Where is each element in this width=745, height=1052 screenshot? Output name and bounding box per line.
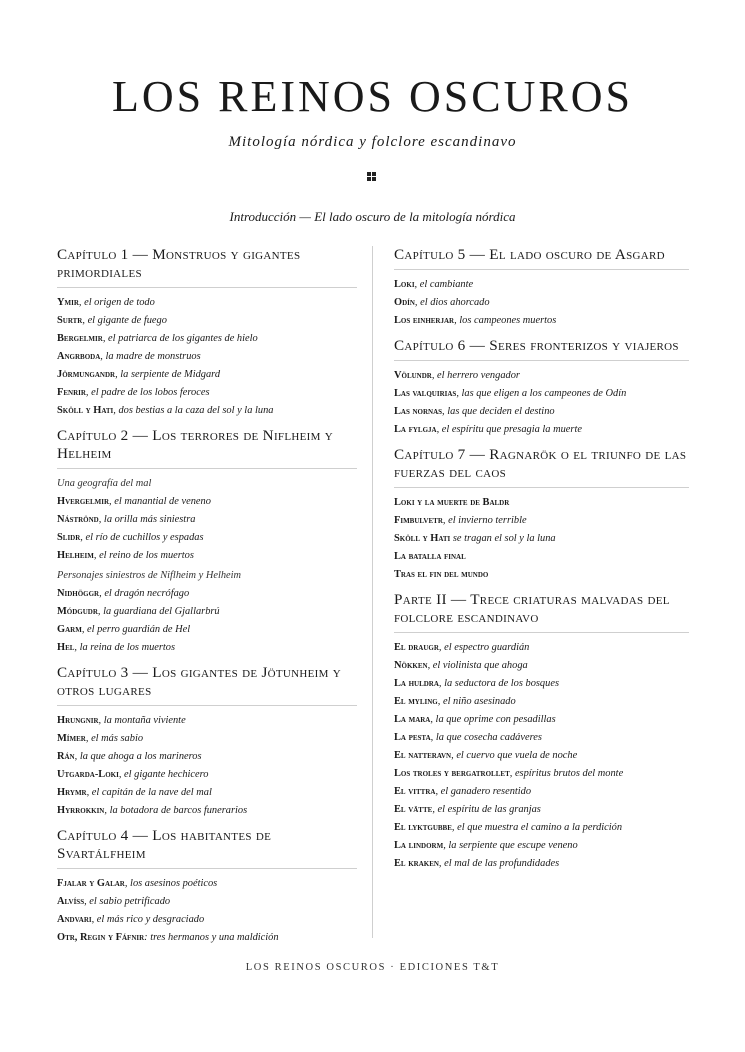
toc-entry [57,585,357,603]
toc-entry [57,893,357,911]
entry-name: Nökken [394,660,428,671]
chapter-title: Capítulo 4 — Los habitantes de Svartálfheim [57,827,357,869]
toc-entry [57,766,357,784]
toc-entry [57,511,357,529]
chapter-title: Capítulo 7 — Ragnarök o el triunfo de las fuerzas del caos [394,446,689,488]
entry-description: , la que ahoga a los marineros [74,751,202,762]
toc-entry [394,711,689,729]
toc-entry [394,801,689,819]
toc-entry [394,312,689,330]
toc-entry [394,747,689,765]
entry-name: Los troles y bergatrollet [394,768,510,779]
entry-name: Loki [394,279,415,290]
entry-description: , los campeones muertos [454,315,557,326]
toc-entry [394,765,689,783]
entry-name: Surtr [57,315,83,326]
entry-description: , el espíritu que presagia la muerte [436,424,582,435]
entry-description: , el cuervo que vuela de noche [451,750,578,761]
entry-name: Ymir [57,297,79,308]
chapter-title: Parte II — Trece criaturas malvadas del folclore escandinavo [394,591,689,633]
chapter-title: Capítulo 3 — Los gigantes de Jötunheim y otros lugares [57,664,357,706]
toc-right-column [394,246,689,873]
entry-description: se tragan el sol y la luna [450,533,556,544]
toc-entry [394,639,689,657]
toc-entry [394,294,689,312]
entry-description: , el más rico y desgraciado [91,914,205,925]
toc-entry [394,421,689,439]
toc-entry [57,621,357,639]
entry-name: Sköll y Hati [57,405,114,416]
entry-name: Las nornas [394,406,443,417]
page-footer: LOS REINOS OSCUROS · EDICIONES T&T [245,962,500,973]
entry-name: Rán [57,751,75,762]
entry-name: Völundr [394,370,432,381]
entry-name: El kraken [394,858,439,869]
entry-description: , la seductora de los bosques [438,678,559,689]
entry-description: , el mal de las profundidades [438,858,560,869]
entry-name: Módgudr [57,606,98,617]
entry-description: , el capitán de la nave del mal [86,787,212,798]
entry-name: El vittra [394,786,436,797]
entry-description: , la reina de los muertos [74,642,176,653]
entry-description: , la orilla más siniestra [98,514,196,525]
entry-name: Bergelmir [57,333,103,344]
entry-description: , el niño asesinado [437,696,516,707]
entry-description: , el invierno terrible [442,515,527,526]
entry-name: Slidr [57,532,81,543]
entry-name: Sköll y Hati [394,533,451,544]
entry-name: Garm [57,624,82,635]
entry-description: , la serpiente de Midgard [115,369,221,380]
toc-entry [394,530,689,548]
entry-description: , el más sabio [85,733,144,744]
entry-name: Fjalar y Galar [57,878,125,889]
chapter-title: Capítulo 6 — Seres fronterizos y viajeros [394,337,689,361]
entry-description: : tres hermanos y una maldición [144,932,279,943]
entry-name: Fenrir [57,387,86,398]
entry-description: , espíritus brutos del monte [509,768,624,779]
entry-description: , el perro guardián de Hel [81,624,191,635]
entry-description: , la que cosecha cadáveres [430,732,542,743]
entry-name: El vätte [394,804,433,815]
toc-entry [57,366,357,384]
entry-description: , el cambiante [414,279,474,290]
chapter-section [57,246,357,420]
entry-description: , el ganadero resentido [435,786,532,797]
chapter-title: Capítulo 2 — Los terrores de Niflheim y Helheim [57,427,357,469]
entry-name: Mímer [57,733,86,744]
column-divider [372,246,373,938]
entry-description: , el herrero vengador [431,370,520,381]
toc-entry [394,385,689,403]
entry-name: Hrymr [57,787,87,798]
entry-name: Hrungnir [57,715,99,726]
entry-name: La lindorm [394,840,444,851]
chapter-section [394,246,689,330]
entry-name: La pesta [394,732,431,743]
toc-entry [57,712,357,730]
subsection-label: Una geografía del mal [57,478,152,489]
entry-description: , el río de cuchillos y espadas [80,532,204,543]
entry-description: , el origen de todo [78,297,155,308]
entry-description: , las que eligen a los campeones de Odín [456,388,627,399]
entry-description: , el espectro guardián [438,642,530,653]
toc-entry [394,693,689,711]
entry-name: Las valquirias [394,388,457,399]
entry-name: El natteravn [394,750,452,761]
entry-description: , el patriarca de los gigantes de hielo [102,333,258,344]
toc-left-column [57,246,357,947]
toc-entry [57,330,357,348]
entry-description: , la botadora de barcos funerarios [104,805,248,816]
toc-entry [57,603,357,621]
book-title: LOS REINOS OSCUROS [112,72,633,121]
toc-entry [57,748,357,766]
toc-entry [57,784,357,802]
entry-description: , el padre de los lobos feroces [85,387,210,398]
entry-name: Odín [394,297,415,308]
entry-description: , la guardiana del Gjallarbrú [97,606,220,617]
entry-name: Otr, Regin y Fáfnir [57,932,145,943]
toc-entry [394,512,689,530]
toc-entry [394,403,689,421]
entry-name: El lyktgubbe [394,822,452,833]
toc-entry [394,837,689,855]
toc-entry [394,657,689,675]
toc-entry [57,929,357,947]
entry-name: Utgarda-Loki [57,769,119,780]
chapter-section [394,446,689,584]
entry-name: La fylgja [394,424,437,435]
toc-entry [394,367,689,385]
entry-description: , el reino de los muertos [93,550,194,561]
toc-entry [394,819,689,837]
ornament-icon [367,172,377,182]
entry-name: Alvíss [57,896,85,907]
chapter-section [394,337,689,439]
toc-entry [57,547,357,565]
chapter-title: Capítulo 1 — Monstruos y gigantes primordiales [57,246,357,288]
toc-entry [394,729,689,747]
toc-entry [57,911,357,929]
toc-entry [394,783,689,801]
entry-name: Fimbulvetr [394,515,443,526]
entry-description: , el gigante de fuego [82,315,167,326]
entry-name: El draugr [394,642,439,653]
entry-name: Los einherjar [394,315,455,326]
chapter-title: Capítulo 5 — El lado oscuro de Asgard [394,246,689,270]
subsection-label: Personajes siniestros de Niflheim y Helheim [57,570,242,581]
entry-name: Andvari [57,914,92,925]
toc-entry [394,855,689,873]
entry-name: Jörmungandr [57,369,116,380]
entry-name: Hyrrokkin [57,805,105,816]
toc-entry [57,402,357,420]
entry-name: Loki y la muerte de Baldr [394,497,510,508]
entry-description: , el dios ahorcado [414,297,490,308]
toc-entry [394,494,689,512]
entry-name: La huldra [394,678,439,689]
chapter-section [394,591,689,873]
toc-entry [57,875,357,893]
entry-description: , el dragón necrófago [99,588,190,599]
toc-entry [394,566,689,584]
entry-description: , la que oprime con pesadillas [430,714,556,725]
entry-description: , el espíritu de las granjas [432,804,541,815]
entry-name: La batalla final [394,551,466,562]
entry-description: , las que deciden el destino [442,406,555,417]
entry-description: , los asesinos poéticos [124,878,218,889]
entry-name: Helheim [57,550,94,561]
toc-entry [394,548,689,566]
toc-entry [57,384,357,402]
entry-name: Náströnd [57,514,99,525]
entry-description: , el sabio petrificado [84,896,171,907]
entry-description: , el que muestra el camino a la perdición [451,822,623,833]
entry-description: , el manantial de veneno [109,496,211,507]
entry-description: , la montaña viviente [98,715,186,726]
entry-name: Tras el fin del mundo [394,569,489,580]
chapter-section [57,427,357,657]
toc-entry [57,312,357,330]
book-subtitle: Mitología nórdica y folclore escandinavo [228,134,517,150]
entry-name: La mara [394,714,431,725]
entry-description: , la madre de monstruos [100,351,201,362]
chapter-section [57,664,357,820]
chapter-section [57,827,357,947]
toc-entry [57,639,357,657]
entry-description: , dos bestias a la caza del sol y la luna [113,405,274,416]
introduction-entry: Introducción — El lado oscuro de la mitología nórdica [229,209,516,224]
entry-name: El myling [394,696,438,707]
entry-description: , el violinista que ahoga [427,660,528,671]
entry-name: Hvergelmir [57,496,110,507]
toc-entry [394,675,689,693]
entry-name: Angrboda [57,351,101,362]
entry-description: , la serpiente que escupe veneno [443,840,578,851]
toc-entry [57,529,357,547]
toc-entry [394,276,689,294]
toc-entry [57,348,357,366]
toc-entry [57,730,357,748]
entry-name: Nidhöggr [57,588,100,599]
entry-name: Hel [57,642,75,653]
entry-description: , el gigante hechicero [118,769,209,780]
toc-entry [57,493,357,511]
toc-entry [57,294,357,312]
toc-entry [57,802,357,820]
